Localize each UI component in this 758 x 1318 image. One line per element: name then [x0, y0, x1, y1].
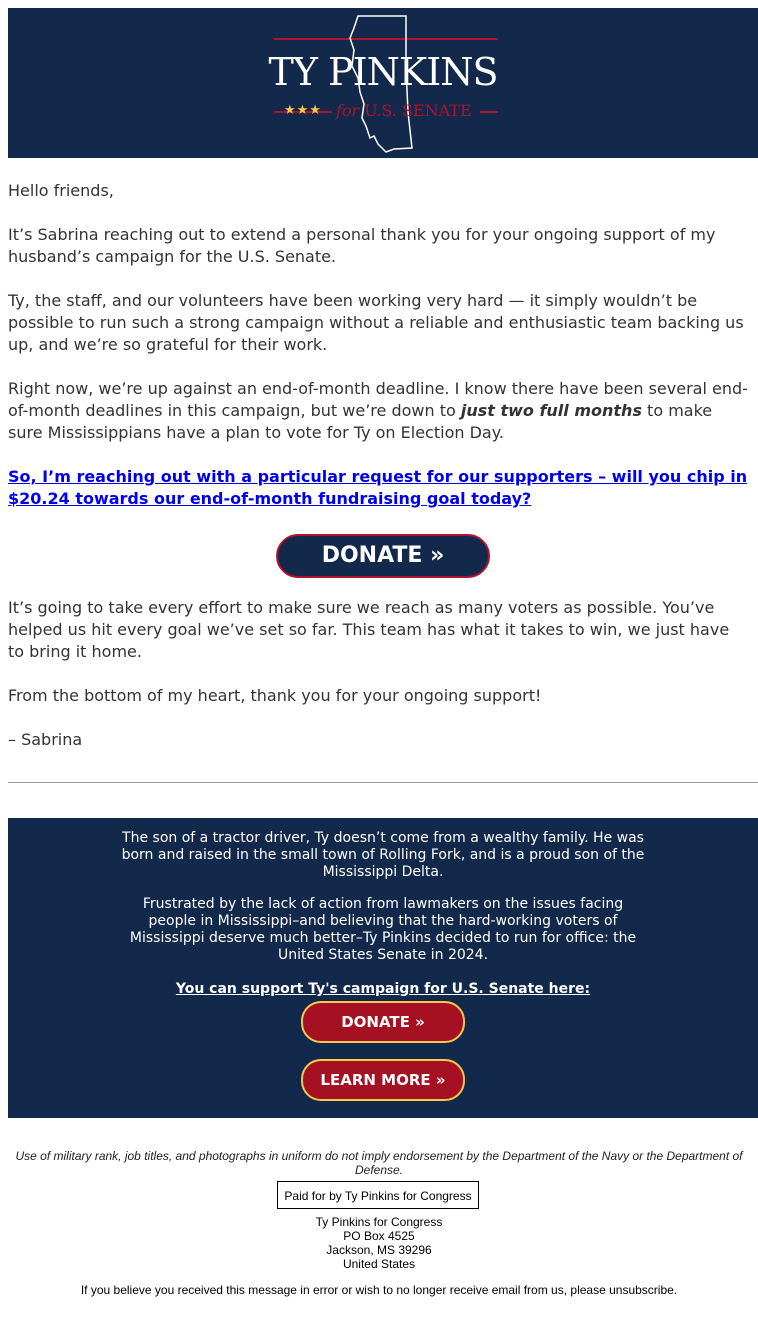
- address-name: Ty Pinkins for Congress: [315, 1215, 443, 1229]
- logo-stars: ★★★: [284, 103, 322, 118]
- logo-name: TY PINKINS: [268, 50, 498, 94]
- military-disclaimer: Use of military rank, job titles, and photographs in uniform do not imply endorsement by the Department of the Navy or the Department of Defense.: [15, 1149, 743, 1177]
- donate-button[interactable]: DONATE »: [276, 534, 490, 578]
- address-line-1: PO Box 4525: [343, 1229, 415, 1243]
- signature: – Sabrina: [8, 730, 83, 749]
- donate-request-link[interactable]: So, I’m reaching out with a particular request for our supporters – will you chip in $20.24 towards our end-of-month fundraising goal today?: [8, 467, 748, 508]
- letter-p3-emphasis: just two full months: [460, 401, 642, 420]
- bio-donate-button[interactable]: DONATE »: [301, 1001, 465, 1043]
- letter-paragraph-5: From the bottom of my heart, thank you for your ongoing support!: [8, 686, 542, 705]
- mailing-address: [8, 1215, 750, 1271]
- bio-paragraph-2: Frustrated by the lack of action from lawmakers on the issues facing people in Mississippi–and believing that the hard-working voters of Mississippi deserve much better–Ty Pinkins decided to run for office: the United States Senate in 2024.: [129, 896, 637, 963]
- unsubscribe-text[interactable]: If you believe you received this message in error or wish to no longer receive email from us, please unsubscribe.: [80, 1283, 678, 1297]
- letter-paragraph-4: It’s going to take every effort to make sure we reach as many voters as possible. You’ve helped us hit every goal we’ve set so far. This team has what it takes to win, we just have to bring it home.: [8, 598, 730, 661]
- letter-paragraph-1: It’s Sabrina reaching out to extend a personal thank you for your ongoing support of my husband’s campaign for the U.S. Senate.: [8, 225, 716, 266]
- greeting: Hello friends,: [8, 181, 114, 200]
- address-country: United States: [342, 1257, 416, 1271]
- bio-section: [8, 818, 758, 1118]
- logo-senate: U.S. SENATE: [364, 101, 472, 120]
- support-link[interactable]: You can support Ty's campaign for U.S. Senate here:: [175, 981, 591, 997]
- letter-paragraph-3: [8, 378, 750, 444]
- paid-for-box: Paid for by Ty Pinkins for Congress: [277, 1181, 479, 1209]
- learn-more-button[interactable]: LEARN MORE »: [301, 1059, 465, 1101]
- letter-paragraph-2: Ty, the staff, and our volunteers have been working very hard — it simply wouldn’t be possible to run such a strong campaign without a reliable and enthusiastic team backing us up, and we’re so grateful for their work.: [8, 291, 744, 354]
- divider: [8, 782, 758, 783]
- header-banner: [8, 8, 758, 158]
- bio-paragraph-1: The son of a tractor driver, Ty doesn’t come from a wealthy family. He was born and raised in the small town of Rolling Fork, and is a proud son of the Mississippi Delta.: [121, 830, 645, 880]
- logo-for: for: [336, 101, 360, 120]
- address-line-2: Jackson, MS 39296: [326, 1243, 432, 1257]
- logo-subtitle: [336, 101, 472, 121]
- letter-p3-after: to make sure Mississippians have a plan to vote for Ty on Election Day.: [8, 401, 713, 442]
- letter-p3-before: Right now, we’re up against an end-of-month deadline. I know there have been several end-of-month deadlines in this campaign, but we’re down to: [8, 379, 748, 420]
- campaign-logo[interactable]: [266, 8, 506, 158]
